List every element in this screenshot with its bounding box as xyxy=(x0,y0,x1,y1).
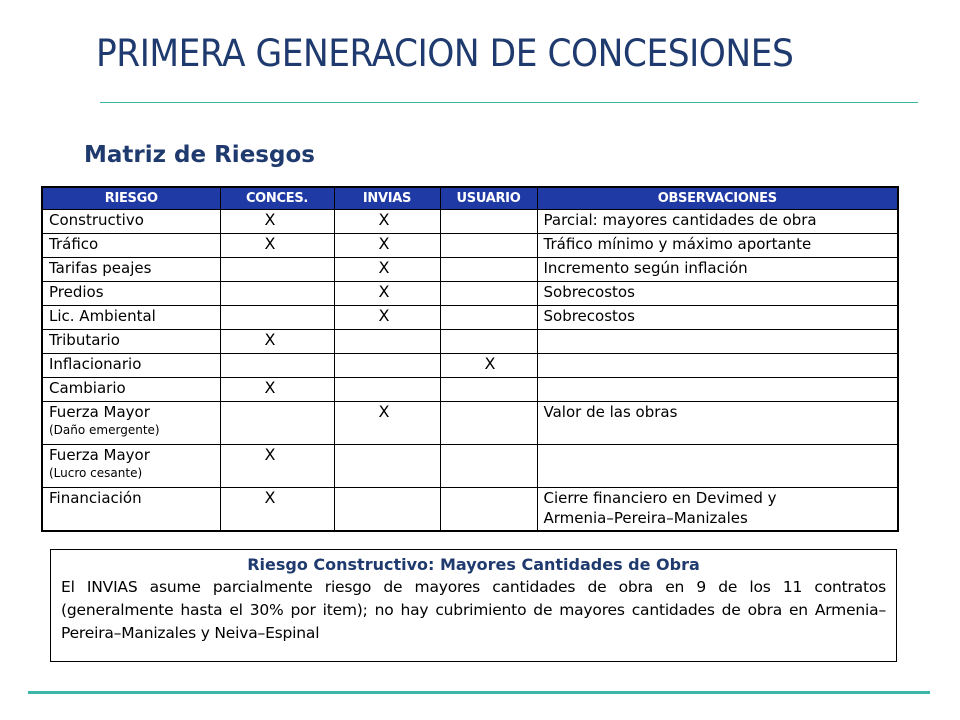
header-observaciones: OBSERVACIONES xyxy=(537,187,898,210)
conces-mark-cell xyxy=(220,306,334,330)
invias-mark-cell xyxy=(334,378,440,402)
risk-name: Fuerza Mayor xyxy=(49,403,150,421)
conces-mark-cell: X xyxy=(220,488,334,532)
table-row xyxy=(42,445,898,488)
invias-mark-cell: X xyxy=(334,258,440,282)
conces-mark-cell: X xyxy=(220,378,334,402)
observation-cell xyxy=(537,234,898,258)
risk-name: Financiación xyxy=(49,489,142,507)
risk-name: Cambiario xyxy=(49,379,126,397)
risk-cell xyxy=(42,306,220,330)
usuario-mark-cell xyxy=(440,258,537,282)
observation-line: Sobrecostos xyxy=(543,283,635,301)
table-row xyxy=(42,354,898,378)
observation-cell xyxy=(537,354,898,378)
table-row xyxy=(42,282,898,306)
usuario-mark-cell xyxy=(440,234,537,258)
observation-line: Incremento según inflación xyxy=(543,259,748,277)
risk-cell xyxy=(42,330,220,354)
observation-cell xyxy=(537,306,898,330)
observation-line: Parcial: mayores cantidades de obra xyxy=(543,211,817,229)
observation-cell xyxy=(537,402,898,445)
risk-name: Tributario xyxy=(49,331,120,349)
risk-cell xyxy=(42,402,220,445)
observation-cell xyxy=(537,330,898,354)
header-conces: CONCES. xyxy=(220,187,334,210)
header-usuario: USUARIO xyxy=(440,187,537,210)
risk-matrix-table xyxy=(41,186,899,532)
usuario-mark-cell xyxy=(440,282,537,306)
observation-cell xyxy=(537,282,898,306)
observation-cell xyxy=(537,378,898,402)
conces-mark-cell: X xyxy=(220,210,334,234)
risk-cell xyxy=(42,210,220,234)
invias-mark-cell xyxy=(334,445,440,488)
slide-title: PRIMERA GENERACION DE CONCESIONES xyxy=(96,32,794,75)
risk-name: Tarifas peajes xyxy=(49,259,152,277)
header-riesgo: RIESGO xyxy=(42,187,220,210)
risk-cell xyxy=(42,378,220,402)
table-row xyxy=(42,306,898,330)
invias-mark-cell xyxy=(334,488,440,532)
usuario-mark-cell xyxy=(440,488,537,532)
title-divider xyxy=(100,102,918,103)
observation-line: Armenia–Pereira–Manizales xyxy=(543,509,748,527)
table-header-row xyxy=(42,187,898,210)
risk-name: Inflacionario xyxy=(49,355,142,373)
observation-line: Cierre financiero en Devimed y xyxy=(543,489,777,507)
conces-mark-cell xyxy=(220,258,334,282)
observation-line: Valor de las obras xyxy=(543,403,678,421)
conces-mark-cell xyxy=(220,402,334,445)
note-box xyxy=(50,549,897,662)
table-row xyxy=(42,488,898,532)
conces-mark-cell xyxy=(220,282,334,306)
usuario-mark-cell xyxy=(440,306,537,330)
observation-line: Tráfico mínimo y máximo aportante xyxy=(543,235,812,253)
invias-mark-cell xyxy=(334,354,440,378)
invias-mark-cell: X xyxy=(334,402,440,445)
conces-mark-cell: X xyxy=(220,234,334,258)
invias-mark-cell: X xyxy=(334,282,440,306)
risk-name: Tráfico xyxy=(49,235,99,253)
section-subtitle: Matriz de Riesgos xyxy=(84,142,315,168)
table-row xyxy=(42,210,898,234)
risk-name: Constructivo xyxy=(49,211,144,229)
invias-mark-cell: X xyxy=(334,234,440,258)
observation-cell xyxy=(537,445,898,488)
table-row xyxy=(42,330,898,354)
risk-note: (Daño emergente) xyxy=(49,423,160,437)
note-body: El INVIAS asume parcialmente riesgo de mayores cantidades de obra en 9 de los 11 contratos (generalmente hasta el 30% por item); no hay cubrimiento de mayores cantidades de obra en Armenia–Pereira–Manizales y Neiva–Espinal xyxy=(61,578,886,642)
usuario-mark-cell xyxy=(440,210,537,234)
conces-mark-cell: X xyxy=(220,330,334,354)
risk-cell xyxy=(42,234,220,258)
usuario-mark-cell xyxy=(440,378,537,402)
usuario-mark-cell: X xyxy=(440,354,537,378)
invias-mark-cell xyxy=(334,330,440,354)
risk-name: Predios xyxy=(49,283,104,301)
observation-cell xyxy=(537,210,898,234)
table-row xyxy=(42,402,898,445)
invias-mark-cell: X xyxy=(334,210,440,234)
risk-cell xyxy=(42,488,220,532)
header-invias: INVIAS xyxy=(334,187,440,210)
observation-cell xyxy=(537,258,898,282)
footer-divider xyxy=(28,691,930,694)
risk-note: (Lucro cesante) xyxy=(49,466,143,480)
invias-mark-cell: X xyxy=(334,306,440,330)
conces-mark-cell: X xyxy=(220,445,334,488)
risk-cell xyxy=(42,258,220,282)
risk-cell xyxy=(42,445,220,488)
usuario-mark-cell xyxy=(440,402,537,445)
table-row xyxy=(42,378,898,402)
note-title: Riesgo Constructivo: Mayores Cantidades de Obra xyxy=(247,555,700,574)
table-row xyxy=(42,234,898,258)
risk-name: Lic. Ambiental xyxy=(49,307,156,325)
table-row xyxy=(42,258,898,282)
risk-name: Fuerza Mayor xyxy=(49,446,150,464)
risk-cell xyxy=(42,354,220,378)
risk-cell xyxy=(42,282,220,306)
usuario-mark-cell xyxy=(440,330,537,354)
observation-line: Sobrecostos xyxy=(543,307,635,325)
observation-cell xyxy=(537,488,898,532)
usuario-mark-cell xyxy=(440,445,537,488)
conces-mark-cell xyxy=(220,354,334,378)
